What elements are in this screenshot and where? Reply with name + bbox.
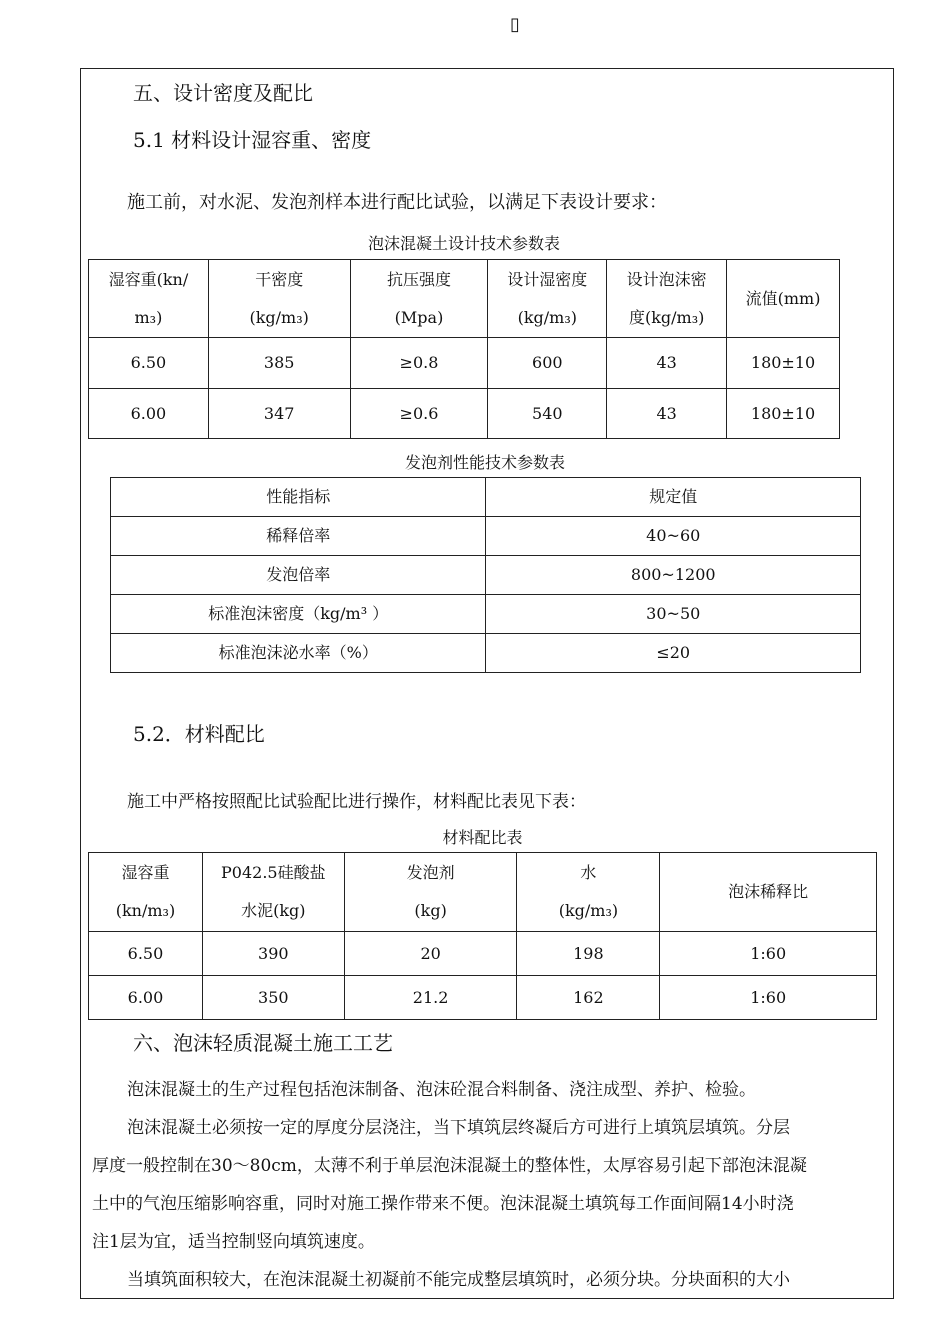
paragraph-line: 泡沫混凝土必须按一定的厚度分层浇注，当下填筑层终凝后方可进行上填筑层填筑。分层 (127, 1118, 790, 1138)
section6-title: 六、泡沫轻质混凝土施工工艺 (133, 1031, 393, 1055)
table-cell: 20 (344, 932, 517, 976)
table-cell: 发泡倍率 (111, 556, 486, 595)
table-cell: 标准泡沫泌水率（%） (111, 634, 486, 673)
paragraph-line: 当填筑面积较大，在泡沫混凝土初凝前不能完成整层填筑时，必须分块。分块面积的大小 (127, 1270, 790, 1290)
table3-header-row (89, 853, 877, 932)
table-cell: ≤20 (486, 634, 861, 673)
table1-header-row (89, 260, 840, 338)
table-cell: 标准泡沫密度（kg/m³ ） (111, 595, 486, 634)
header-glyph: ▯ (510, 14, 520, 35)
table-cell: 43 (607, 338, 727, 389)
table3-caption: 材料配比表 (442, 828, 523, 847)
section5-intro: 施工前，对水泥、发泡剂样本进行配比试验，以满足下表设计要求： (127, 192, 667, 213)
table2-header-row (111, 478, 861, 517)
table-cell: 540 (488, 389, 607, 439)
table3-header-cell: P042.5硅酸盐 水泥(kg) (202, 853, 344, 932)
table-cell: 350 (202, 976, 344, 1020)
foaming-agent-table (110, 477, 861, 673)
table1-header-cell: 抗压强度 (Mpa) (350, 260, 488, 338)
table-cell: 6.50 (89, 932, 203, 976)
table-row (111, 595, 861, 634)
table-cell: ≥0.6 (350, 389, 488, 439)
table3-header-cell: 湿容重 (kn/m₃) (89, 853, 203, 932)
table-cell: 6.50 (89, 338, 209, 389)
table-cell: 40~60 (486, 517, 861, 556)
table-cell: 180±10 (727, 338, 840, 389)
table-cell: 385 (208, 338, 350, 389)
table-row (89, 976, 877, 1020)
section5-2-intro: 施工中严格按照配比试验配比进行操作，材料配比表见下表： (127, 792, 586, 812)
table-row (89, 338, 840, 389)
table3-header-cell: 水 (kg/m₃) (517, 853, 660, 932)
table-row (111, 556, 861, 595)
table-cell: 180±10 (727, 389, 840, 439)
table1-header-cell: 设计湿密度 (kg/m₃) (488, 260, 607, 338)
table-cell: 6.00 (89, 976, 203, 1020)
table-row (111, 517, 861, 556)
table1-header-cell: 设计泡沫密 度(kg/m₃) (607, 260, 727, 338)
design-params-table (88, 259, 840, 439)
table-cell: ≥0.8 (350, 338, 488, 389)
paragraph-line: 注1层为宜，适当控制竖向填筑速度。 (92, 1232, 375, 1252)
table-row (89, 932, 877, 976)
paragraph-line: 土中的气泡压缩影响容重，同时对施工操作带来不便。泡沫混凝土填筑每工作面间隔14小时浇 (92, 1194, 794, 1214)
paragraph-line: 泡沫混凝土的生产过程包括泡沫制备、泡沫砼混合料制备、浇注成型、养护、检验。 (127, 1080, 756, 1100)
table-row (89, 389, 840, 439)
table-header-cell: 规定值 (486, 478, 861, 517)
table-cell: 30~50 (486, 595, 861, 634)
table1-header-cell: 湿容重(kn/ m₃) (89, 260, 209, 338)
table1-header-cell: 流值(mm) (727, 260, 840, 338)
table-cell: 390 (202, 932, 344, 976)
table3-header-cell: 发泡剂 (kg) (344, 853, 517, 932)
section5-title: 五、设计密度及配比 (133, 81, 313, 105)
table-cell: 43 (607, 389, 727, 439)
section5-2-title: 5.2．材料配比 (133, 722, 265, 746)
table1-caption: 泡沫混凝土设计技术参数表 (367, 234, 560, 253)
table-row (111, 634, 861, 673)
table-cell: 1:60 (660, 976, 877, 1020)
table-cell: 1:60 (660, 932, 877, 976)
table-cell: 800~1200 (486, 556, 861, 595)
table1-header-cell: 干密度 (kg/m₃) (208, 260, 350, 338)
table-cell: 21.2 (344, 976, 517, 1020)
section5-1-title: 5.1 材料设计湿容重、密度 (133, 128, 372, 152)
table-cell: 600 (488, 338, 607, 389)
table-cell: 稀释倍率 (111, 517, 486, 556)
table-cell: 347 (208, 389, 350, 439)
table-header-cell: 性能指标 (111, 478, 486, 517)
mix-ratio-table (88, 852, 877, 1020)
table-cell: 162 (517, 976, 660, 1020)
paragraph-line: 厚度一般控制在30～80cm，太薄不利于单层泡沫混凝土的整体性，太厚容易引起下部泡沫混凝 (92, 1156, 807, 1176)
table2-caption: 发泡剂性能技术参数表 (404, 453, 565, 472)
table3-header-cell: 泡沫稀释比 (660, 853, 877, 932)
table-cell: 198 (517, 932, 660, 976)
table-cell: 6.00 (89, 389, 209, 439)
